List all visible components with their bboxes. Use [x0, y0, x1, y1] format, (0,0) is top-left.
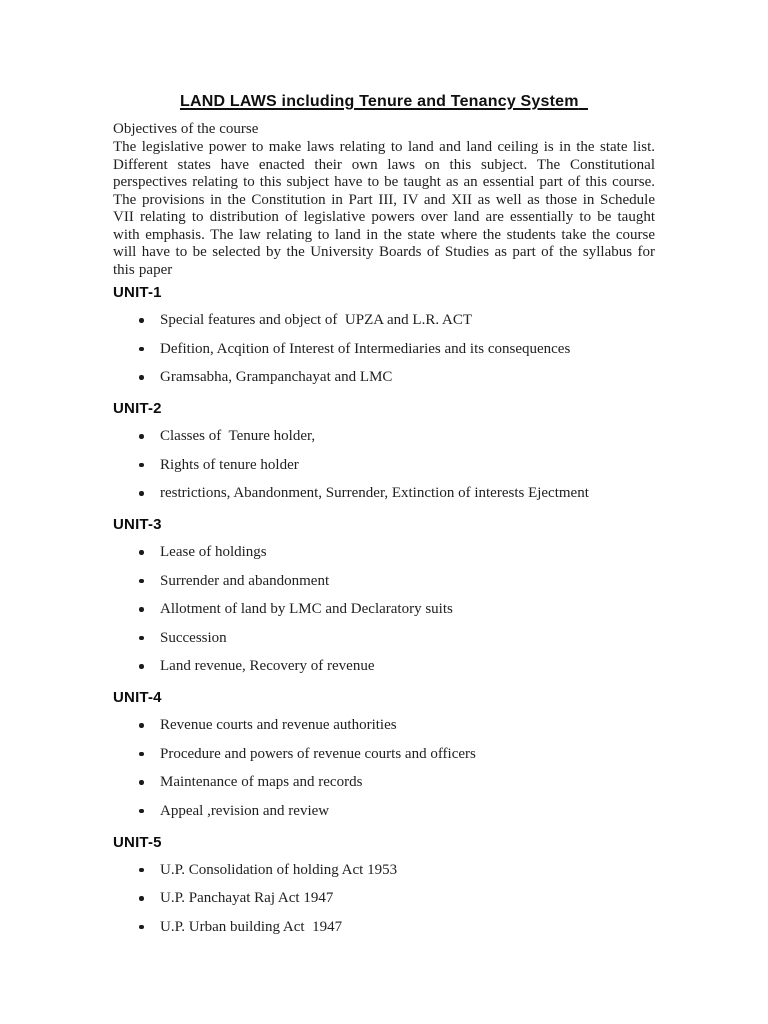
bullet-icon: [139, 723, 144, 728]
unit-list: [113, 862, 655, 936]
list-item-text: Allotment of land by LMC and Declaratory suits: [160, 601, 453, 617]
list-item: [113, 890, 655, 907]
unit-section: [113, 284, 655, 386]
bullet-icon: [139, 636, 144, 641]
bullet-icon: [139, 318, 144, 323]
list-item-text: Maintenance of maps and records: [160, 774, 363, 790]
page-title: [113, 92, 655, 112]
bullet-icon: [139, 579, 144, 584]
unit-list: [113, 717, 655, 820]
bullet-icon: [139, 434, 144, 439]
bullet-icon: [139, 347, 144, 352]
list-item-text: Appeal ,revision and review: [160, 802, 330, 819]
list-item-text: restrictions, Abandonment, Surrender, Extinction of interests Ejectment: [160, 485, 589, 501]
unit-list: [113, 428, 655, 502]
list-item: [113, 803, 655, 820]
bullet-icon: [139, 550, 144, 555]
objectives-paragraph: The legislative power to make laws relating to land and land ceiling is in the state list. Different states have enacted their own laws on this subject. The Constitutional perspectives relating to this subject have to be taught as an essential part of this course. The provisions in the Constitution in Part III, IV and XII as well as those in Schedule VII relating to distribution of legislative powers over land are essentially to be taught with emphasis. The law relating to land in the state where the students take the course will have to be selected by the University Boards of Studies as part of the syllabus for this paper: [113, 139, 655, 278]
list-item: [113, 369, 655, 386]
list-item: [113, 658, 655, 675]
list-item: [113, 573, 655, 590]
unit-section: [113, 834, 655, 936]
list-item-text: Rights of tenure holder: [160, 456, 299, 473]
list-item: [113, 457, 655, 474]
unit-heading: UNIT-1: [113, 284, 162, 301]
list-item-text: U.P. Urban building Act 1947: [160, 918, 343, 935]
unit-section: [113, 400, 655, 502]
unit-section: [113, 689, 655, 820]
unit-heading: UNIT-3: [113, 516, 162, 533]
unit-heading: UNIT-5: [113, 833, 162, 851]
bullet-icon: [139, 664, 144, 669]
bullet-icon: [139, 491, 144, 496]
unit-heading: UNIT-2: [113, 400, 162, 417]
list-item: [113, 919, 655, 936]
list-item-text: Surrender and abandonment: [160, 572, 330, 589]
list-item-text: Succession: [160, 629, 227, 646]
list-item: [113, 312, 655, 329]
list-item-text: U.P. Consolidation of holding Act 1953: [160, 861, 398, 878]
unit-sections: [113, 284, 655, 936]
bullet-icon: [139, 375, 144, 380]
list-item: [113, 746, 655, 763]
list-item: [113, 428, 655, 445]
list-item: [113, 544, 655, 561]
unit-section: [113, 516, 655, 675]
objectives-label: Objectives of the course: [113, 121, 259, 137]
bullet-icon: [139, 780, 144, 785]
list-item: [113, 717, 655, 734]
bullet-icon: [139, 607, 144, 612]
list-item: [113, 630, 655, 647]
list-item: [113, 485, 655, 502]
list-item-text: Defition, Acqition of Interest of Intermediaries and its consequences: [160, 340, 571, 357]
bullet-icon: [139, 925, 144, 930]
document-content: [113, 92, 655, 936]
list-item: [113, 601, 655, 618]
list-item-text: U.P. Panchayat Raj Act 1947: [160, 890, 334, 906]
list-item: [113, 774, 655, 791]
bullet-icon: [139, 868, 144, 873]
page-title-text: LAND LAWS including Tenure and Tenancy System: [180, 93, 579, 110]
list-item-text: Gramsabha, Grampanchayat and LMC: [160, 369, 393, 385]
bullet-icon: [139, 463, 144, 468]
unit-list: [113, 544, 655, 675]
list-item-text: Classes of Tenure holder,: [160, 428, 316, 444]
bullet-icon: [139, 896, 144, 901]
bullet-icon: [139, 752, 144, 757]
list-item-text: Land revenue, Recovery of revenue: [160, 658, 375, 674]
bullet-icon: [139, 809, 144, 814]
list-item: [113, 341, 655, 358]
list-item-text: Lease of holdings: [160, 544, 267, 560]
list-item-text: Procedure and powers of revenue courts and officers: [160, 745, 476, 762]
unit-heading: UNIT-4: [113, 689, 162, 706]
list-item-text: Revenue courts and revenue authorities: [160, 717, 397, 733]
list-item: [113, 862, 655, 879]
unit-list: [113, 312, 655, 386]
list-item-text: Special features and object of UPZA and L.R. ACT: [160, 312, 473, 328]
